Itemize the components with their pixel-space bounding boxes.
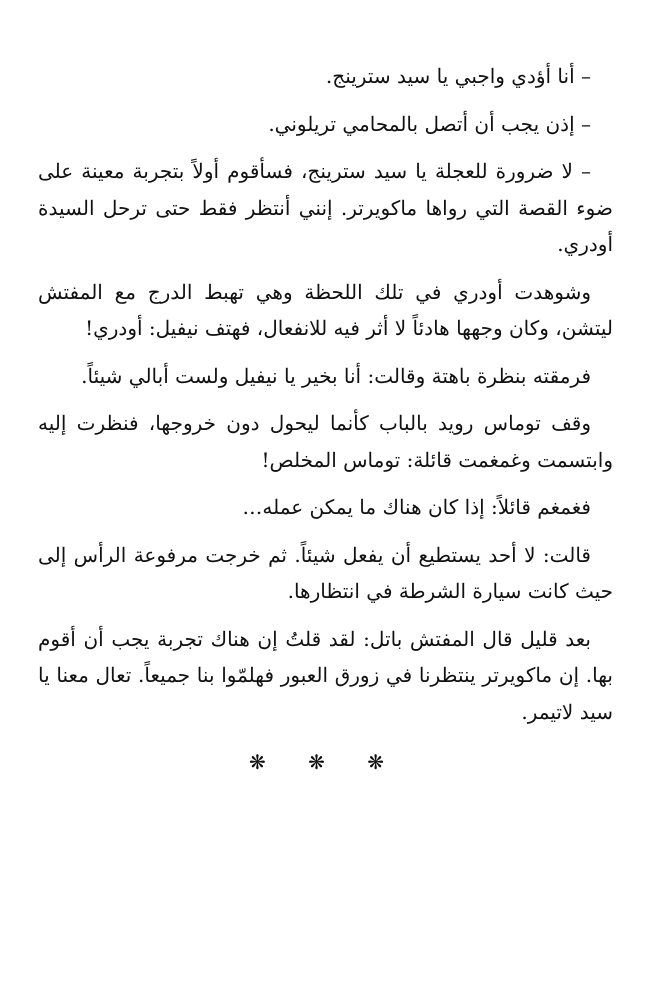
dialogue-line-1: – أنا أؤدي واجبي يا سيد سترينج.	[325, 64, 591, 88]
dialogue-line-2: – إذن يجب أن أتصل بالمحامي تريلوني.	[268, 111, 591, 136]
narrative-paragraph-7: فغمغم قائلاً: إذا كان هناك ما يمكن عمله…	[242, 495, 591, 519]
text-page	[38, 58, 613, 781]
narrative-paragraph-4: وشوهدت أودري في تلك اللحظة وهي تهبط الدرج مع المفتش ليتشن، وكان وجهها هادئاً لا أثر فيه للانفعال، فهتف نيفيل: أودري!	[38, 279, 613, 340]
narrative-paragraph-6: وقف توماس رويد بالباب كأنما ليحول دون خروجها، فنظرت إليه وابتسمت وغمغمت قائلة: توماس المخلص!	[38, 411, 613, 472]
narrative-paragraph-9: بعد قليل قال المفتش باتل: لقد قلتُ إن هناك تجربة يجب أن أقوم بها. إن ماكويرتر ينتظرنا في زورق العبور فهلمّوا بنا جميعاً. تعال معنا يا سيد لاتيمر.	[38, 626, 613, 724]
narrative-paragraph-5: فرمقته بنظرة باهتة وقالت: أنا بخير يا نيفيل ولست أبالي شيئاً.	[81, 363, 591, 388]
narrative-paragraph-8: قالت: لا أحد يستطيع أن يفعل شيئاً. ثم خرجت مرفوعة الرأس إلى حيث كانت سيارة الشرطة في انتظارها.	[38, 542, 613, 603]
dialogue-line-3: – لا ضرورة للعجلة يا سيد سترينج، فسأقوم أولاً بتجربة معينة على ضوء القصة التي رواها ماكويرتر. إنني أنتظر فقط حتى ترحل السيدة أودري.	[38, 159, 613, 256]
section-separator: ❋ ❋ ❋	[249, 750, 402, 774]
